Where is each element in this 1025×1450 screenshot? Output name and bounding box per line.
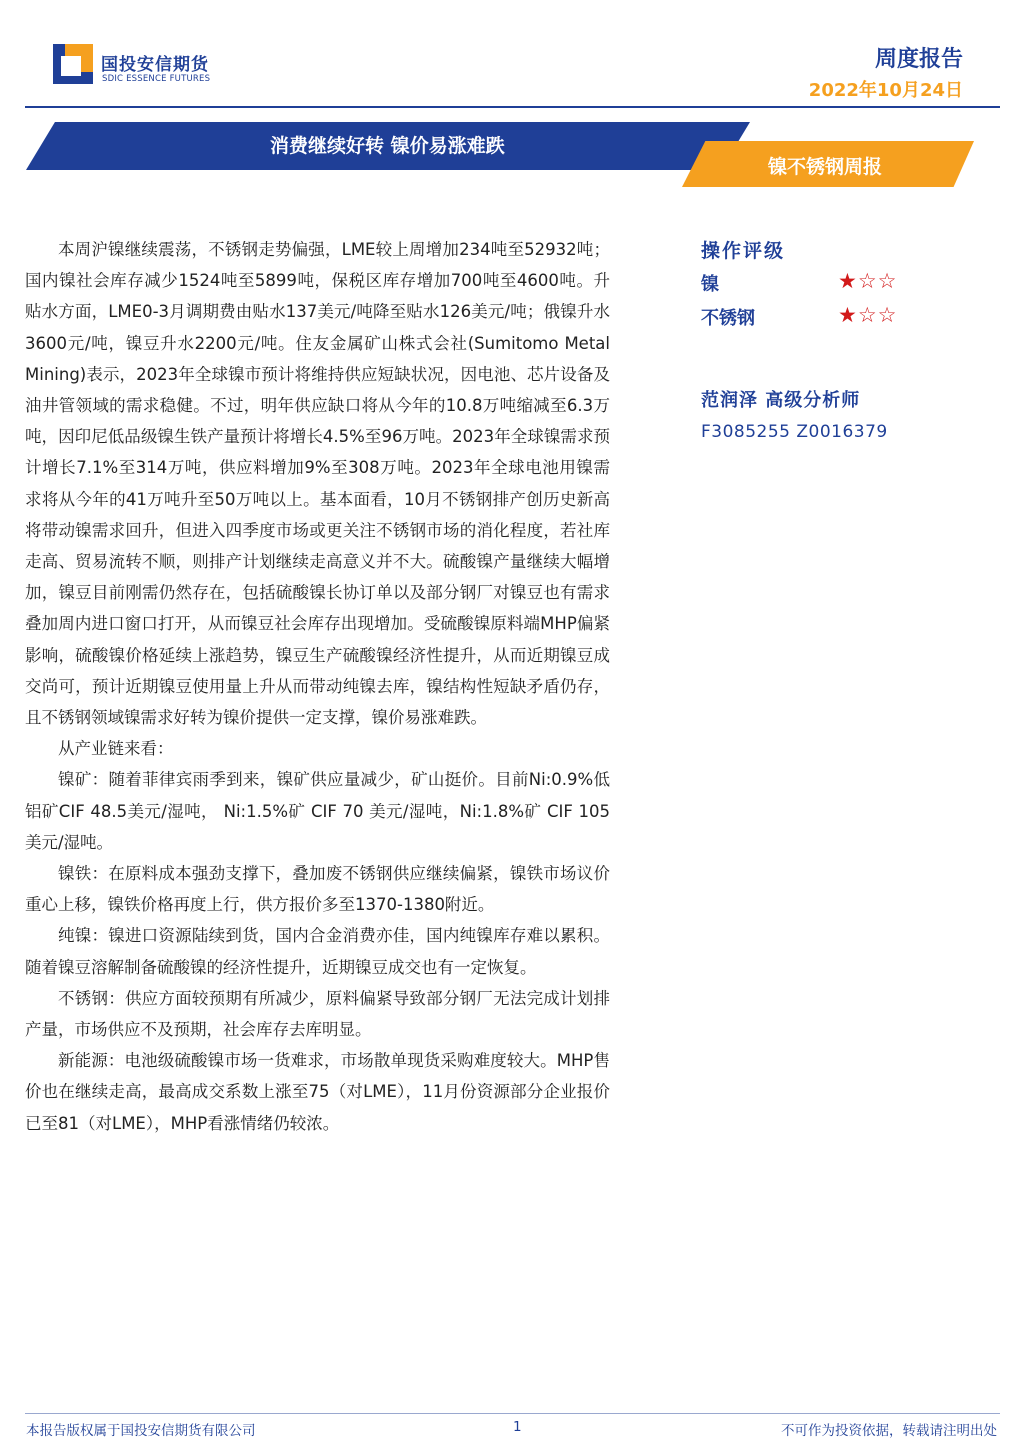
rating-row-nickel <box>701 270 921 300</box>
rating-row-stainless-steel <box>701 304 921 334</box>
nickel-iron-paragraph: 镍铁：在原料成本强劲支撑下，叠加废不锈钢供应继续偏紧，镍铁市场议价重心上移，镍铁价格再度上行，供方报价多至1370-1380附近。 <box>25 864 610 915</box>
company-logo <box>53 44 223 86</box>
footer-divider <box>25 1413 1000 1414</box>
rating-heading: 操作评级 <box>701 240 786 262</box>
nickel-ore-paragraph: 镍矿：随着菲律宾雨季到来，镍矿供应量减少，矿山挺价。目前Ni:0.9%低铝矿CIF 48.5美元/湿吨， Ni:1.5%矿 CIF 70 美元/湿吨，Ni:1.8%矿 CIF 105美元/湿吨。 <box>25 770 610 852</box>
logo-mark-icon <box>53 44 93 84</box>
rating-label: 不锈钢 <box>701 308 755 329</box>
logo-english-name: SDIC ESSENCE FUTURES <box>102 74 211 84</box>
analyst-license-ids: F3085255 Z0016379 <box>701 422 888 442</box>
stainless-steel-paragraph: 不锈钢：供应方面较预期有所减少，原料偏紧导致部分钢厂无法完成计划排产量，市场供应不及预期，社会库存去库明显。 <box>25 988 610 1040</box>
report-category: 镍不锈钢周报 <box>768 156 883 178</box>
summary-paragraph: 本周沪镍继续震荡，不锈钢走势偏强，LME较上周增加234吨至52932吨；国内镍社会库存减少1524吨至5899吨，保税区库存增加700吨至4600吨。升贴水方面，LME0-3月调期费由贴水137美元/吨降至贴水126美元/吨；俄镍升水3600元/吨，镍豆升水2200元/吨。住友金属矿山株式会社(Sumitomo Metal Mining)表示，2023年全球镍市预计将维持供应短缺状况，因电池、芯片设备及油井管领域的需求稳健。不过，明年供应缺口将从今年的10.8万吨缩减至6.3万吨，因印尼低品级镍生铁产量预计将增长4.5%至96万吨。2023年全球镍需求预计增长7.1%至314万吨，供应料增加9%至308万吨。2023年全球电池用镍需求将从今年的41万吨升至50万吨以上。基本面看，10月不锈钢排产创历史新高将带动镍需求回升，但进入四季度市场或更关注不锈钢市场的消化程度，若社库走高、贸易流转不顺，则排产计划继续走高意义并不大。硫酸镍产量继续大幅增加，镍豆目前刚需仍然存在，包括硫酸镍长协订单以及部分钢厂对镍豆也有需求叠加周内进口窗口打开，从而镍豆社会库存出现增加。受硫酸镍原料端MHP偏紧影响，硫酸镍价格延续上涨趋势，镍豆生产硫酸镍经济性提升，从而近期镍豆成交尚可，预计近期镍豆使用量上升从而带动纯镍去库，镍结构性短缺矛盾仍存，且不锈钢领域镍需求好转为镍价提供一定支撑，镍价易涨难跌。 <box>25 240 610 728</box>
star-rating-icon: ★☆☆ <box>838 269 898 293</box>
header-divider <box>25 106 1000 108</box>
new-energy-paragraph: 新能源：电池级硫酸镍市场一货难求，市场散单现货采购难度较大。MHP售价也在继续走高，最高成交系数上涨至75（对LME），11月份资源部分企业报价已至81（对LME），MHP看涨情绪仍较浓。 <box>25 1051 610 1133</box>
report-title: 消费继续好转 镍价易涨难跌 <box>270 135 505 157</box>
footer-copyright: 本报告版权属于国投安信期货有限公司 <box>26 1423 256 1439</box>
pure-nickel-paragraph: 纯镍：镍进口资源陆续到货，国内合金消费亦佳，国内纯镍库存难以累积。随着镍豆溶解制备硫酸镍的经济性提升，近期镍豆成交也有一定恢复。 <box>25 926 610 977</box>
report-type: 周度报告 <box>874 47 963 72</box>
page-number: 1 <box>513 1419 522 1435</box>
footer-disclaimer: 不可作为投资依据，转载请注明出处 <box>781 1423 997 1439</box>
industry-chain-intro: 从产业链来看： <box>58 739 174 759</box>
star-rating-icon: ★☆☆ <box>838 303 898 327</box>
report-body <box>25 234 610 1139</box>
report-date: 2022年10月24日 <box>808 80 963 101</box>
logo-chinese-name: 国投安信期货 <box>101 55 209 75</box>
rating-label: 镍 <box>701 274 719 295</box>
analyst-name: 范润泽 高级分析师 <box>701 390 861 411</box>
